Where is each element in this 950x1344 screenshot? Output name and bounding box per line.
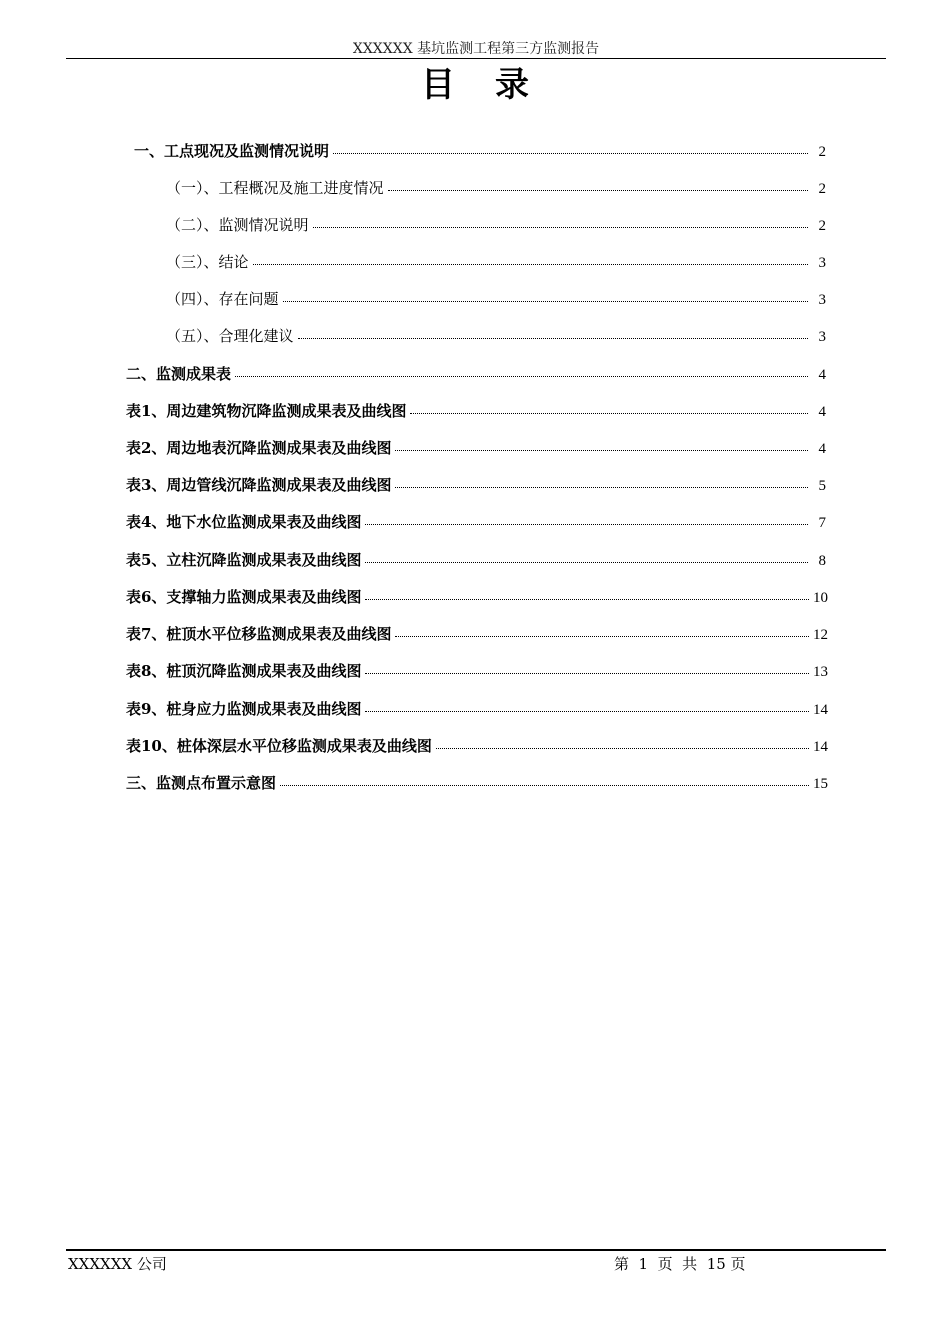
toc-entry-label: 表9、桩身应力监测成果表及曲线图 [126, 700, 362, 718]
toc-entry-1-1[interactable] [166, 170, 826, 207]
toc-entry-table-7[interactable] [126, 616, 828, 653]
running-header: XXXXXX 基坑监测工程第三方监测报告 [352, 41, 600, 57]
toc-entry-page: 8 [818, 553, 826, 569]
toc-entry-label: 表10、桩体深层水平位移监测成果表及曲线图 [126, 737, 432, 755]
toc-entry-table-3[interactable] [126, 467, 826, 504]
toc-entry-page: 12 [813, 627, 828, 643]
dot-leader [313, 226, 808, 228]
toc-entry-table-6[interactable] [126, 579, 828, 616]
toc-entry-table-5[interactable] [126, 542, 826, 579]
toc-entry-page: 15 [813, 776, 828, 792]
toc-entry-label: 三、监测点布置示意图 [126, 774, 277, 792]
toc-entry-page: 10 [813, 590, 828, 606]
toc-entry-label: （五）、合理化建议 [166, 327, 294, 345]
toc-entry-page: 3 [818, 329, 826, 345]
dot-leader [283, 300, 808, 302]
toc-entry-page: 14 [813, 702, 828, 718]
toc-entry-page: 2 [818, 144, 826, 160]
footer-page-number: 第 1 页 共 15 页 [614, 1255, 746, 1273]
toc-entry-label: 表5、立柱沉降监测成果表及曲线图 [126, 551, 362, 569]
toc-entry-page: 14 [813, 739, 828, 755]
dot-leader [436, 747, 809, 749]
toc-entry-1-5[interactable] [166, 318, 826, 355]
dot-leader [365, 598, 809, 600]
toc-entry-page: 5 [818, 478, 826, 494]
toc-entry-label: 表8、桩顶沉降监测成果表及曲线图 [126, 662, 362, 680]
footer-divider [66, 1249, 886, 1251]
toc-entry-page: 4 [818, 441, 826, 457]
toc-entry-table-8[interactable] [126, 653, 828, 690]
toc-entry-1-2[interactable] [166, 207, 826, 244]
toc-entry-2[interactable] [126, 356, 826, 393]
dot-leader [235, 375, 808, 377]
toc-entry-table-10[interactable] [126, 728, 828, 765]
toc-entry-label: （一）、工程概况及施工进度情况 [166, 179, 384, 197]
toc-entry-label: （二）、监测情况说明 [166, 216, 309, 234]
toc-entry-1-4[interactable] [166, 281, 826, 318]
toc-entry-page: 2 [818, 181, 826, 197]
dot-leader [280, 784, 809, 786]
toc-entry-table-9[interactable] [126, 691, 828, 728]
page-title: 目录 [421, 65, 569, 105]
dot-leader [395, 635, 809, 637]
toc-entry-1-3[interactable] [166, 244, 826, 281]
dot-leader [298, 337, 808, 339]
toc-entry-table-4[interactable] [126, 504, 826, 541]
toc-entry-page: 7 [818, 515, 826, 531]
toc-entry-page: 13 [813, 664, 828, 680]
footer-company: XXXXXX 公司 [68, 1255, 167, 1273]
toc-entry-1[interactable] [134, 133, 826, 170]
toc-entry-page: 3 [818, 292, 826, 308]
toc-entry-label: 表2、周边地表沉降监测成果表及曲线图 [126, 439, 392, 457]
dot-leader [410, 412, 808, 414]
toc-entry-label: 表7、桩顶水平位移监测成果表及曲线图 [126, 625, 392, 643]
toc-entry-label: （三）、结论 [166, 253, 249, 271]
dot-leader [365, 523, 808, 525]
toc-entry-label: 表6、支撑轴力监测成果表及曲线图 [126, 588, 362, 606]
header-divider [66, 58, 886, 59]
dot-leader [365, 710, 809, 712]
dot-leader [388, 189, 808, 191]
toc-entry-label: 一、工点现况及监测情况说明 [134, 142, 330, 160]
toc-entry-3[interactable] [126, 765, 828, 802]
toc-entry-label: （四）、存在问题 [166, 290, 279, 308]
toc-entry-page: 4 [818, 404, 826, 420]
toc-entry-table-1[interactable] [126, 393, 826, 430]
dot-leader [365, 561, 808, 563]
toc-entry-label: 表1、周边建筑物沉降监测成果表及曲线图 [126, 402, 407, 420]
dot-leader [365, 672, 809, 674]
dot-leader [253, 263, 808, 265]
toc-entry-page: 3 [818, 255, 826, 271]
toc-entry-page: 4 [818, 367, 826, 383]
toc-entry-page: 2 [818, 218, 826, 234]
toc-entry-label: 二、监测成果表 [126, 365, 232, 383]
dot-leader [333, 152, 808, 154]
toc-entry-label: 表3、周边管线沉降监测成果表及曲线图 [126, 476, 392, 494]
toc-entry-table-2[interactable] [126, 430, 826, 467]
dot-leader [395, 486, 808, 488]
toc-entry-label: 表4、地下水位监测成果表及曲线图 [126, 513, 362, 531]
dot-leader [395, 449, 808, 451]
